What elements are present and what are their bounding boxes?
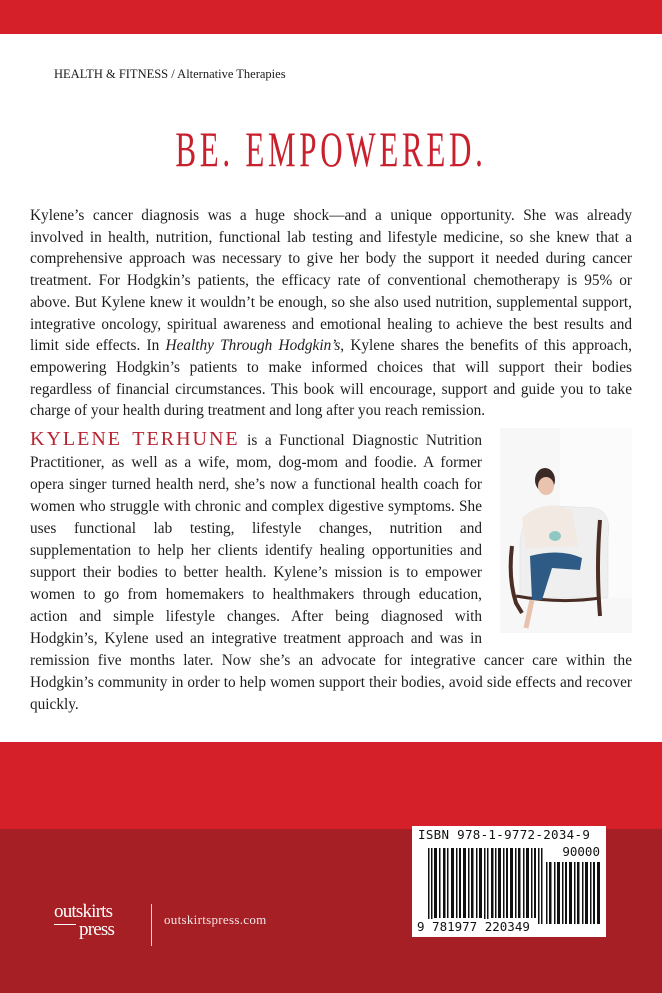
logo-rule xyxy=(54,924,76,925)
bottom-red-band xyxy=(0,742,662,829)
publisher-logo xyxy=(54,902,138,946)
logo-line-1: outskirts xyxy=(54,901,113,922)
isbn-label: ISBN 978-1-9772-2034-9 xyxy=(418,827,591,842)
price-code: 90000 xyxy=(562,844,600,859)
isbn-barcode xyxy=(412,826,606,937)
ean-digits: 9 781977 220349 xyxy=(417,919,530,934)
book-title: Healthy Through Hodgkin’s xyxy=(165,337,341,355)
addon-barcode-bars xyxy=(546,862,602,924)
publisher-url: outskirtspress.com xyxy=(164,912,267,927)
author-photo-illustration xyxy=(500,428,632,633)
author-photo xyxy=(500,428,632,633)
logo-line-2: press xyxy=(79,919,115,940)
author-name: KYLENE TERHUNE xyxy=(30,428,240,450)
author-bio-text: is a Functional Diagnostic Nutrition Practitioner, as well as a wife, mom, dog-mom and foodie. A former opera singer turned health nerd, she’s now a functional health coach for women who struggle with chronic and complex digestive symptoms. She uses functional lab testing, lifestyle changes, nutrition and supplementation to help her clients identify healing opportunities and support their bodies to better health. Kylene’s mission is to empower women to go from homemakers to healthmakers through education, action and simple lifestyle changes. After being diagnosed with Hodgkin’s, Kylene used an integrative treatment approach and was in remission five months later. Now she’s an advocate for integrative cancer care within the Hodgkin’s community in order to help women support their bodies, avoid side effects and recover quickly. xyxy=(30,432,632,713)
author-bio xyxy=(30,428,632,716)
top-red-band xyxy=(0,0,662,34)
headline: BE. EMPOWERED. xyxy=(175,121,487,177)
blurb-text-1: Kylene’s cancer diagnosis was a huge shock—and a unique opportunity. She was already involved in health, nutrition, functional lab testing and lifestyle medicine, so she knew that a comprehensive approach was necessary to give her body the support it needed during cancer treatment. For Hodgkin’s patients, the efficacy rate of conventional chemotherapy is 95% or above. But Kylene knew it wouldn’t be enough, so she also used nutrition, supplemental support, integrative oncology, spiritual awareness and emotional healing to achieve the best results and limit side effects. In xyxy=(30,207,632,355)
publisher-divider xyxy=(151,904,152,946)
barcode-bars xyxy=(428,848,544,924)
bisac-category: HEALTH & FITNESS / Alternative Therapies xyxy=(54,67,286,81)
blurb-text-2: , Kylene shares the benefits of this approach, empowering Hodgkin’s patients to make informed choices that will support their bodies regardless of financial circumstances. This book will encourage, support and guide you to take charge of your health during treatment and long after you reach remission. xyxy=(30,337,632,420)
book-blurb xyxy=(30,205,632,422)
